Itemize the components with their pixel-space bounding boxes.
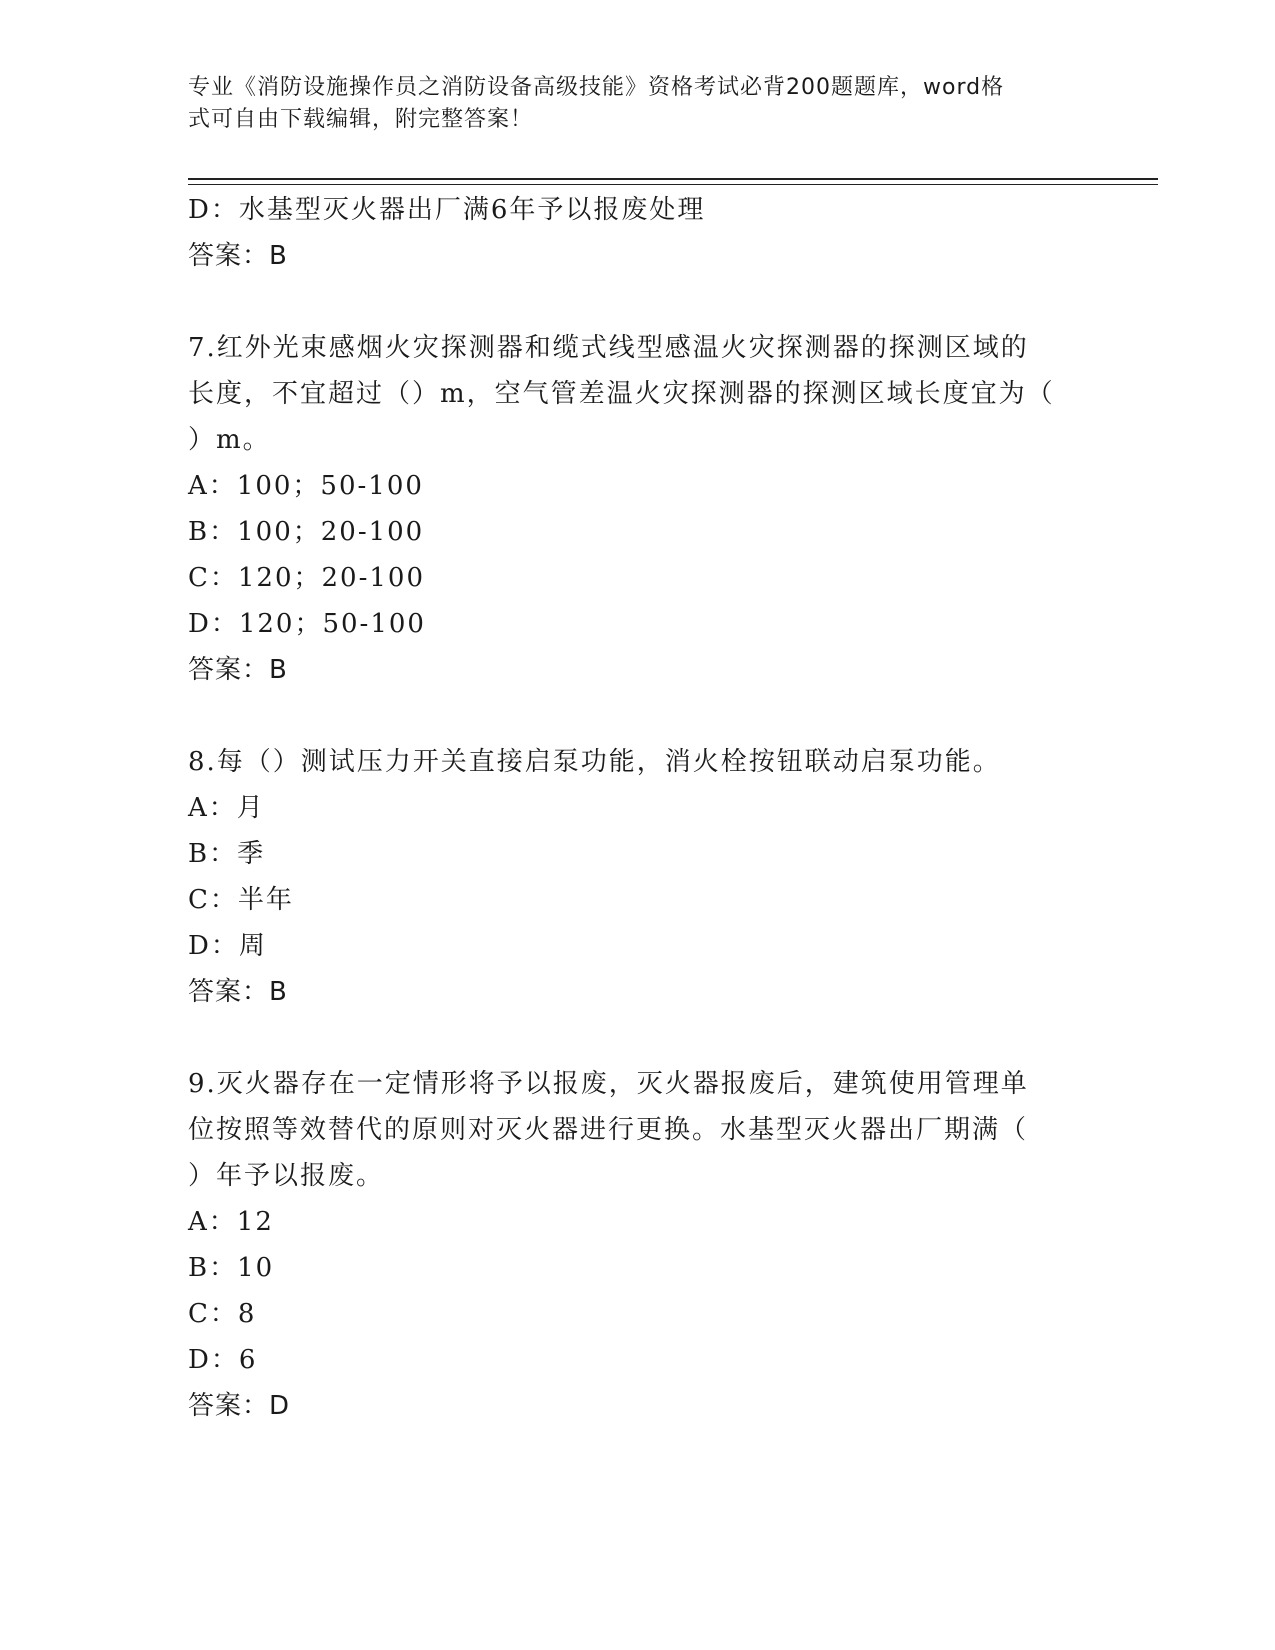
header-rule-thin [188, 184, 1158, 185]
header-line-1: 专业《消防设施操作员之消防设备高级技能》资格考试必背200题题库，word格 [188, 75, 1005, 100]
header-line-2: 式可自由下载编辑，附完整答案！ [188, 107, 534, 132]
option-c: C：120；20-100 [188, 563, 426, 593]
header-rule-thick [188, 178, 1158, 180]
option-d: D：6 [188, 1345, 258, 1375]
question-text-line: 7.红外光束感烟火灾探测器和缆式线型感温火灾探测器的探测区域的 [188, 333, 1029, 363]
answer: 答案：D [188, 1391, 291, 1421]
answer: 答案：B [188, 977, 288, 1007]
document-header [188, 72, 1068, 136]
option-d: D：120；50-100 [188, 609, 426, 639]
option-c: C：8 [188, 1299, 257, 1329]
answer: 答案：B [188, 655, 288, 685]
question-text-line: ）m。 [188, 425, 271, 455]
question-7 [188, 325, 1068, 693]
option-d: D：水基型灭火器出厂满6年予以报废处理 [188, 195, 706, 225]
option-a: A：100；50-100 [188, 471, 424, 501]
spacer [188, 279, 1068, 325]
question-8 [188, 739, 1068, 1015]
option-b: B：100；20-100 [188, 517, 425, 547]
question-text-line: 8.每（）测试压力开关直接启泵功能，消火栓按钮联动启泵功能。 [188, 747, 1001, 777]
question-9 [188, 1061, 1068, 1429]
question-content [188, 187, 1068, 1429]
answer: 答案：B [188, 241, 288, 271]
question-prev [188, 187, 1068, 279]
question-text-line: 9.灭火器存在一定情形将予以报废，灭火器报废后，建筑使用管理单 [188, 1069, 1029, 1099]
question-text-line: 长度，不宜超过（）m，空气管差温火灾探测器的探测区域长度宜为（ [188, 379, 1055, 409]
question-text-line: ）年予以报废。 [188, 1161, 385, 1191]
option-b: B：10 [188, 1253, 275, 1283]
option-b: B：季 [188, 839, 266, 869]
spacer [188, 1015, 1068, 1061]
option-c: C：半年 [188, 885, 294, 915]
spacer [188, 693, 1068, 739]
option-a: A：月 [188, 793, 265, 823]
option-a: A：12 [188, 1207, 274, 1237]
question-text-line: 位按照等效替代的原则对灭火器进行更换。水基型灭火器出厂期满（ [188, 1115, 1029, 1145]
option-d: D：周 [188, 931, 267, 961]
